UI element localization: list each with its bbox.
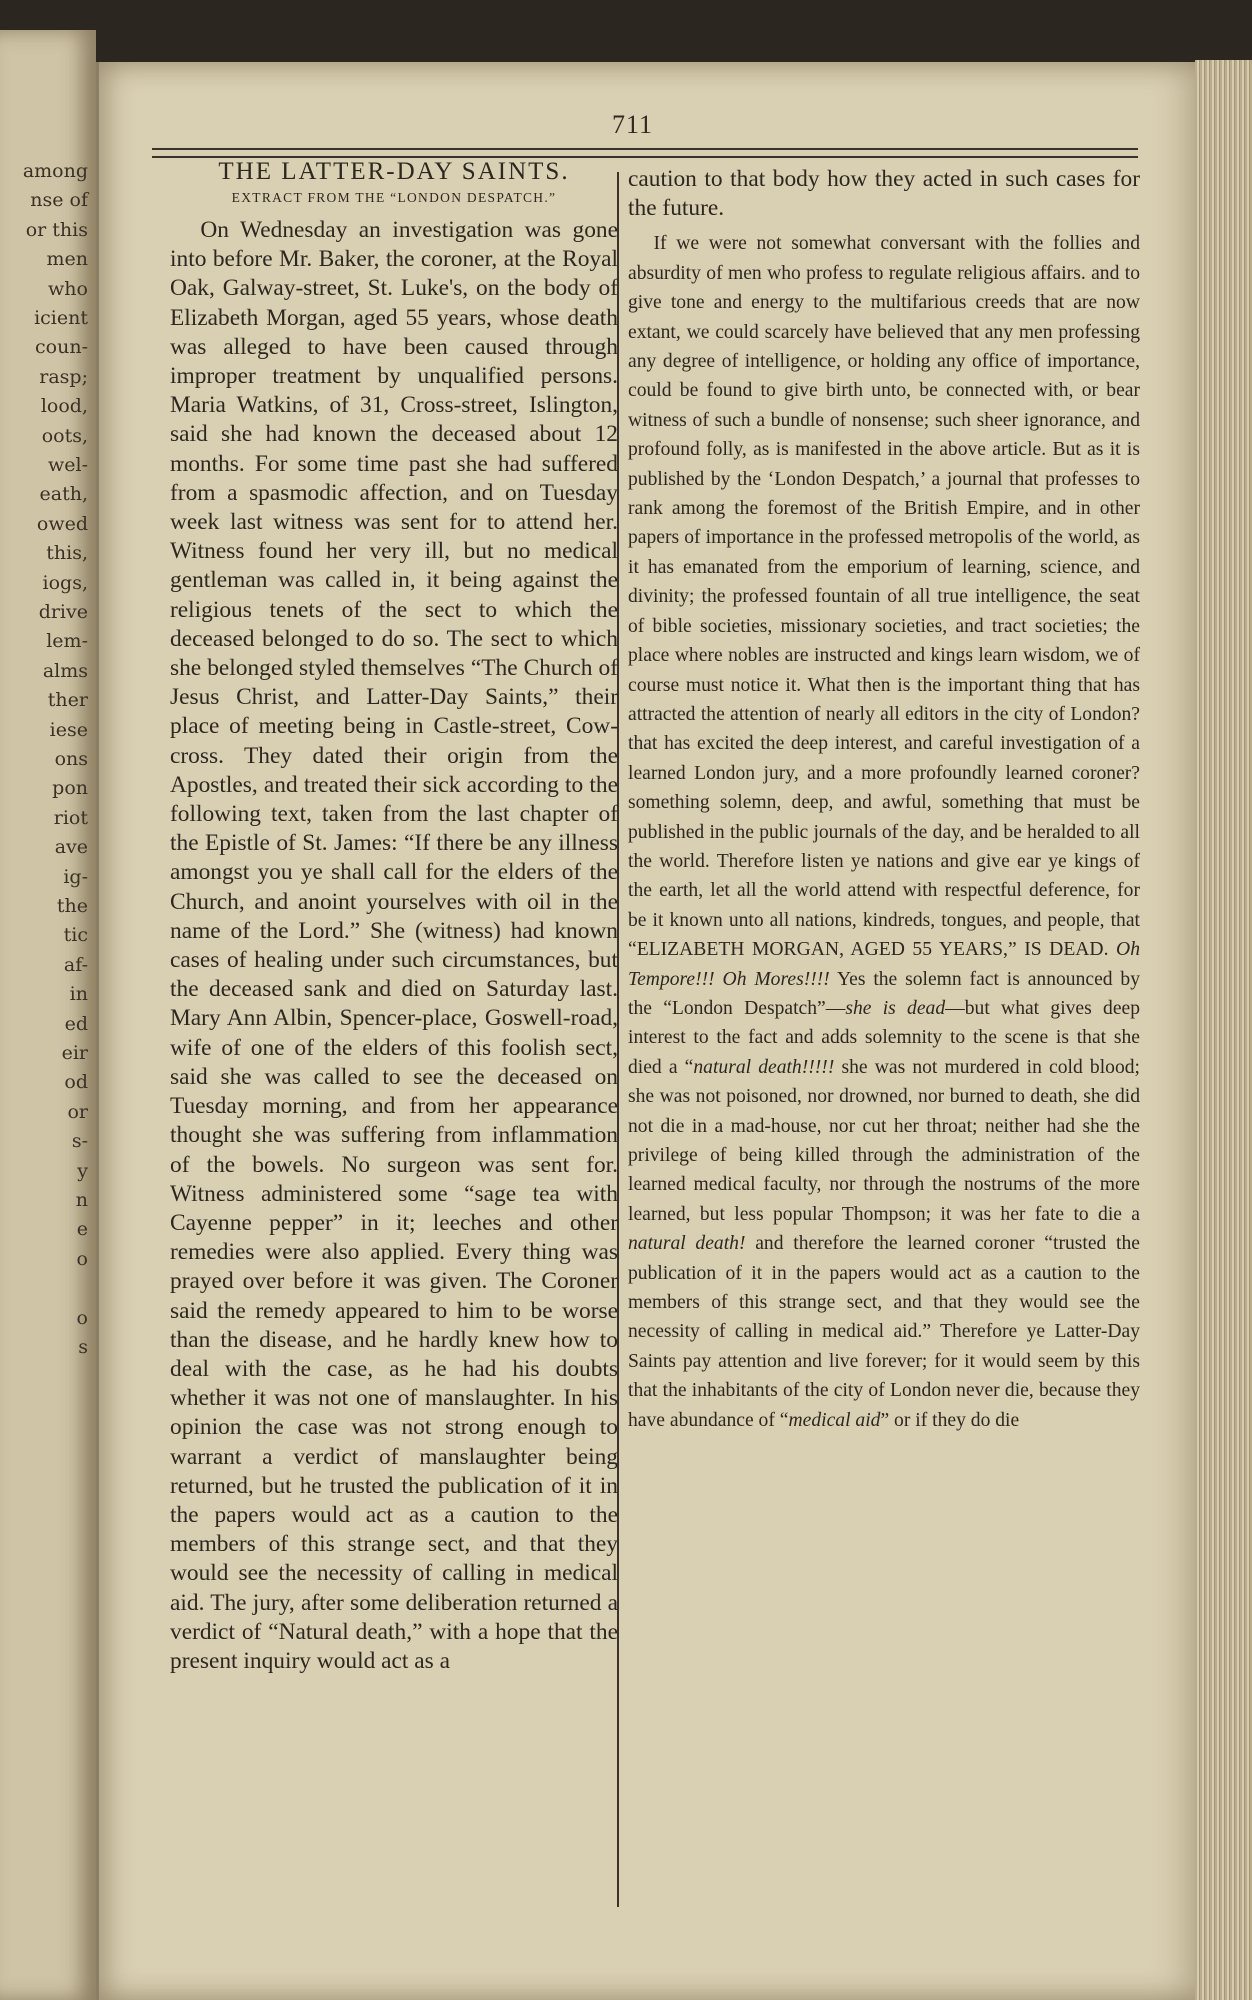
- article-continuation: caution to that body how they acted in such cases for the future.: [628, 166, 1140, 222]
- article-title: THE LATTER-DAY SAINTS.: [218, 158, 570, 185]
- previous-page-fragment: tic: [63, 924, 88, 947]
- previous-page-fragment: iogs,: [42, 571, 88, 594]
- commentary-text: ” or if they do die: [880, 1409, 1020, 1431]
- header-rule: [152, 148, 1138, 158]
- previous-page-fragment: the: [56, 895, 88, 917]
- previous-page-fragment: coun-: [35, 336, 88, 359]
- previous-page-edge: [0, 30, 96, 2000]
- previous-page-fragment: men: [46, 248, 88, 271]
- previous-page-fragment: ons: [54, 748, 88, 770]
- previous-page-fragment: af-: [63, 953, 88, 976]
- previous-page-fragment: lem-: [46, 630, 88, 653]
- previous-page-fragment: od: [64, 1071, 88, 1094]
- previous-page-fragment: lood,: [40, 395, 88, 418]
- previous-page-fragment: o: [76, 1247, 88, 1270]
- previous-page-fragment: riot: [53, 806, 88, 829]
- article-body-left: On Wednesday an investigation was gone into before Mr. Baker, the coroner, at the Royal Oak, Galway-street, St. Luke's, on the body of Elizabeth Morgan, aged 55 years, whose death was alleged to have been caused through improper treatment by unqualified persons. Maria Watkins, of 31, Cross-street, Islington, said she had known the deceased about 12 months. For some time past she had suffered from a spasmodic affection, and on Tuesday week last witness was sent for to attend her. Witness found her very ill, but no medical gentleman was called in, it being against the religious tenets of the sect to which the deceased belonged to do so. The sect to which she belonged styled themselves “The Church of Jesus Christ, and Latter-Day Saints,” their place of meeting being in Castle-street, Cow-cross. They dated their origin from the Apostles, and treated their sick according to the following text, taken from the last chapter of the Epistle of St. James: “If there be any illness amongst you ye shall call for the elders of the Church, and anoint yourselves with oil in the name of the Lord.” She (witness) had known cases of healing under such circumstances, but the deceased sank and died on Saturday last. Mary Ann Albin, Spencer-place, Goswell-road, wife of one of the elders of this foolish sect, said she was called to see the deceased on Tuesday morning, and from her appearance thought she was suffering from inflammation of the bowels. No surgeon was sent for. Witness administered some “sage tea with Cayenne pepper” in it; leeches and other remedies were also applied. Every thing was prayed over before it was given. The Coroner said the remedy appeared to him to be worse than the disease, and he hardly knew how to deal with the case, as he had his doubts whether it was not one of manslaughter. In his opinion the case was not strong enough to warrant a verdict of manslaughter being returned, but he trusted the publication of it in the papers would act as a caution to the members of this strange sect, and that they would see the necessity of calling in medical aid. The jury, after some deliberation returned a verdict of “Natural death,” with a hope that the present inquiry would act as a: [170, 217, 618, 1674]
- commentary-italic: natural death!: [628, 1233, 746, 1255]
- previous-page-fragment: e: [76, 1218, 88, 1241]
- commentary-text: —but what gives deep interest to the fact and adds solemnity to the scene is that she died a “: [628, 997, 1141, 1078]
- commentary-text: she was not murdered in cold blood; she was not poisoned, nor drowned, nor burned to death, she did not die in a mad-house, nor cut her throat; neither had she the privilege of being killed through the administration of the learned medical faculty, nor through the nostrums of the more learned, but less popular Thompson; it was her fate to die a: [628, 1056, 1140, 1225]
- previous-page-fragment: y: [77, 1159, 88, 1182]
- commentary-italic: Oh Tempore!!! Oh Mores!!!!: [628, 939, 1140, 990]
- previous-page-fragment: wel-: [47, 454, 88, 476]
- previous-page-fragment: n: [75, 1189, 88, 1211]
- commentary-text: Yes the solemn fact is announced by the “London Despatch”—: [628, 968, 1141, 1019]
- previous-page-fragment: drive: [38, 601, 88, 623]
- previous-page-fragment: owed: [36, 512, 88, 535]
- previous-page-fragment: nse of: [30, 189, 88, 212]
- previous-page-fragment: icient: [34, 307, 88, 329]
- previous-page-fragment: o: [76, 1306, 88, 1329]
- commentary-italic: natural death!!!!!: [693, 1056, 835, 1078]
- page-edges: [1195, 60, 1252, 2000]
- commentary-text: If we were not somewhat conversant with the follies and absurdity of men who profess to regulate religious affairs. and to give tone and energy to the multifarious creeds that are now extant, we could scarcely have believed that any men professing any degree of intelligence, or holding any office of importance, could be found to give birth unto, be connected with, or bear witness of such a bundle of nonsense; such sheer ignorance, and profound folly, as is manifested in the above article. But as it is published by the ‘London Despatch,’ a journal that professes to rank among the foremost of the British Empire, and in other papers of importance in the professed metropolis of the world, as it has emanated from the emporium of learning, science, and divinity; the professed fountain of all true intelligence, the seat of bible societies, missionary societies, and tract societies; the place where nobles are instructed and kings learn wisdom, we of course must notice it. What then is the important thing that has attracted the attention of nearly all editors in the city of London? that has excited the deep interest, and careful investigation of a learned London jury, and a more profoundly learned coroner? something solemn, deep, and awful, something that must be published in the public journals of the day, and be heralded to all the world. Therefore listen ye nations and give ear ye kings of the earth, let all the world attend with respectful deference, for be it known unto all nations, kindreds, tongues, and people, that “ELIZABETH MORGAN, AGED 55 YEARS,” IS DEAD.: [628, 233, 1140, 961]
- previous-page-fragment: rasp;: [39, 365, 88, 388]
- previous-page-fragment: eir: [61, 1042, 88, 1064]
- article-subtitle: EXTRACT FROM THE “LONDON DESPATCH.”: [231, 190, 557, 205]
- previous-page-fragment: ther: [47, 689, 88, 712]
- previous-page-fragment: ave: [54, 836, 88, 859]
- previous-page-fragment: who: [48, 277, 88, 300]
- previous-page-fragment: alms: [42, 659, 88, 682]
- previous-page-fragment: iese: [49, 718, 88, 741]
- previous-page-fragment: among: [22, 160, 88, 182]
- previous-page-fragment: s-: [71, 1130, 88, 1153]
- commentary-italic: she is dead: [845, 997, 946, 1019]
- previous-page-fragment: eath,: [39, 483, 88, 506]
- previous-page-fragment: ig-: [63, 865, 88, 888]
- previous-page-fragment: s: [78, 1336, 88, 1358]
- previous-page-fragment: or this: [25, 218, 88, 241]
- previous-page-fragment: oots,: [41, 424, 88, 447]
- page-number: 711: [612, 110, 654, 139]
- commentary-text: and therefore the learned coroner “trusted the publication of it in the papers would act as a caution to the members of this strange sect, and that they would see the necessity of calling in medical aid.” Therefore ye Latter-Day Saints pay attention and live forever; for it would seem by this that the inhabitants of the city of London never die, because they have abundance of “: [628, 1233, 1140, 1431]
- previous-page-fragment: or: [67, 1100, 88, 1123]
- previous-page-fragment: in: [69, 983, 88, 1006]
- previous-page-fragment: ed: [64, 1012, 88, 1035]
- previous-page-fragment: this,: [46, 542, 88, 565]
- right-column: [628, 165, 1140, 1435]
- editorial-commentary: [628, 229, 1140, 1435]
- previous-page-fragment: pon: [52, 777, 88, 800]
- commentary-italic: medical aid: [788, 1409, 881, 1431]
- left-column: [170, 158, 618, 1676]
